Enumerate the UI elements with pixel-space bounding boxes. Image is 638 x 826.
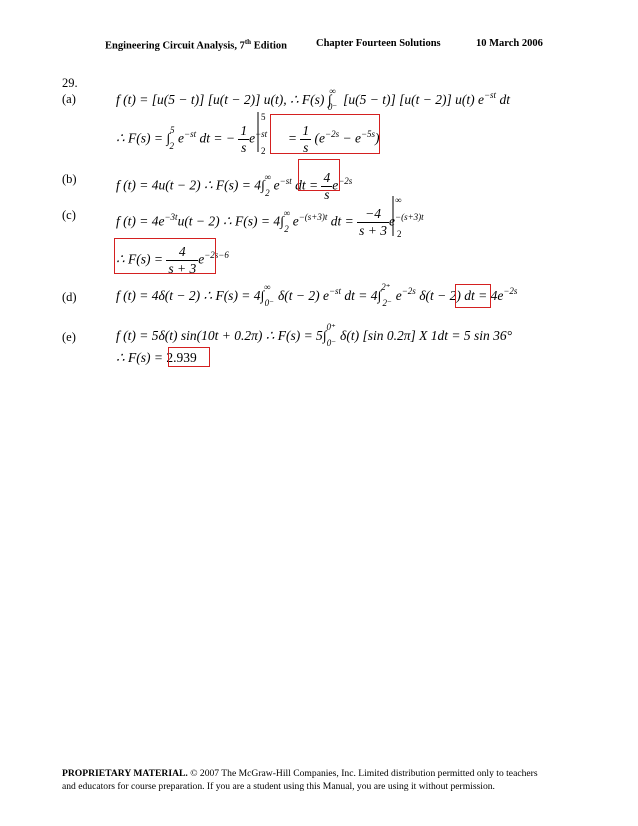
exponent: −2s−6: [204, 249, 229, 260]
exponent: −2s: [401, 286, 416, 296]
upper-limit: ∞: [283, 207, 291, 218]
eval-lower: 2: [397, 229, 402, 239]
part-c-dt: dt =: [330, 213, 354, 229]
part-e-eq2a: ∴ F(s) =: [116, 350, 163, 365]
footer-lead: PROPRIETARY MATERIAL.: [62, 768, 188, 779]
part-c-eq2a: ∴ F(s) =: [116, 251, 163, 267]
exponent: −5s: [360, 128, 376, 139]
exponent: −3t: [164, 211, 178, 222]
part-c-e2: e: [389, 213, 396, 229]
lower-limit: 0⁻: [326, 338, 337, 348]
exponent: −st: [328, 286, 342, 296]
part-d-label: (d): [62, 290, 77, 304]
part-d-delta: δ(t − 2) e: [277, 288, 329, 303]
upper-limit: ∞: [329, 86, 336, 96]
part-d-answer: 4e: [490, 288, 504, 303]
denominator: s: [303, 140, 309, 155]
part-e-label: (e): [62, 330, 76, 344]
answer-box-a: [270, 114, 380, 154]
edition-superscript: th: [244, 38, 252, 46]
part-c-e: e: [198, 251, 205, 267]
footer-text-1: © 2007 The McGraw-Hill Companies, Inc. Limited distribution permitted only to teachers: [187, 768, 538, 779]
part-a-label: (a): [62, 92, 76, 106]
part-b-eq1: f (t) = 4u(t − 2) ∴ F(s) = 4∫: [116, 177, 265, 193]
exponent: −(s+3)t: [298, 211, 328, 222]
footer-text-2: and educators for course preparation. If you are a student using this Manual, you are using it without permission.: [62, 781, 495, 792]
answer-box-b: [298, 159, 340, 191]
part-c-eq1: f (t) = 4e: [116, 213, 165, 229]
part-a-minus-e: − e: [339, 130, 361, 146]
part-b-dt: dt =: [295, 177, 319, 193]
part-a-equals: =: [287, 130, 298, 146]
exponent: −2s: [325, 128, 340, 139]
header-date: 10 March 2006: [476, 38, 543, 49]
part-a-e: e: [178, 130, 185, 146]
part-a-eq2c: dt = −: [199, 130, 235, 146]
part-e-eq1: f (t) = 5δ(t) sin(10t + 0.2π) ∴ F(s) = 5∫: [116, 328, 327, 343]
part-a-eq1b: [u(5 − t)] [u(t − 2)] u(t) e: [343, 92, 484, 107]
book-title-text: Engineering Circuit Analysis, 7: [105, 40, 245, 52]
part-c-e: e: [292, 213, 299, 229]
upper-limit: ∞: [264, 282, 271, 292]
part-b-e: e: [273, 177, 280, 193]
exponent: −2s: [503, 286, 518, 296]
exponent: −(s+3)t: [395, 211, 424, 222]
part-d-dt: dt = 4∫: [344, 288, 382, 303]
denominator: s: [324, 187, 330, 202]
lower-limit: 2: [265, 187, 270, 198]
part-a-e2: e: [249, 130, 256, 146]
problem-number: 29.: [62, 76, 78, 90]
part-a-eq2a: ∴ F(s) = ∫: [116, 130, 171, 146]
denominator: s + 3: [359, 223, 388, 238]
numerator: 4: [323, 170, 331, 185]
exponent: −st: [483, 90, 497, 100]
part-a-paren: (e: [314, 130, 326, 146]
numerator: 1: [302, 123, 310, 138]
exponent: −st: [184, 128, 197, 139]
part-b-e2: e: [332, 177, 339, 193]
lower-limit: 0⁻: [327, 102, 338, 112]
exponent: −st: [279, 175, 292, 186]
upper-limit: 0⁺: [326, 322, 336, 332]
part-a-dt: dt: [499, 92, 510, 107]
numerator: 1: [240, 123, 248, 138]
part-a-eq1: f (t) = [u(5 − t)] [u(t − 2)] u(t), ∴ F(s) ∫: [116, 92, 332, 107]
lower-limit: 2⁻: [382, 298, 392, 308]
footer-notice: [62, 767, 562, 793]
eval-upper: ∞: [395, 195, 402, 205]
part-e-eq1b: δ(t) [sin 0.2π] X 1dt = 5 sin 36°: [340, 328, 512, 343]
part-d-eq1e: δ(t − 2) dt =: [419, 288, 488, 303]
part-c-eq1b: u(t − 2) ∴ F(s) = 4∫: [177, 213, 284, 229]
part-d-e: e: [395, 288, 402, 303]
part-e-answer: 2.939: [166, 350, 197, 365]
upper-limit: ∞: [264, 171, 272, 182]
part-b-label: (b): [62, 172, 77, 186]
upper-limit: 5: [170, 124, 175, 135]
denominator: s + 3: [168, 261, 197, 276]
answer-box-c: [114, 238, 216, 274]
part-d-eq1: f (t) = 4δ(t − 2) ∴ F(s) = 4∫: [116, 288, 265, 303]
lower-limit: 2: [284, 223, 289, 234]
answer-box-d: [455, 284, 491, 308]
lower-limit: 2: [169, 140, 175, 151]
denominator: s: [241, 140, 247, 155]
numerator: −4: [357, 206, 389, 223]
exponent: −st: [255, 128, 268, 139]
eval-upper: 5: [261, 112, 266, 122]
book-title-tail: Edition: [251, 40, 287, 52]
lower-limit: 0⁻: [264, 298, 274, 308]
part-a-close: ): [375, 130, 380, 146]
header-chapter: Chapter Fourteen Solutions: [316, 38, 441, 49]
part-c-label: (c): [62, 208, 76, 222]
answer-box-e: [168, 347, 210, 367]
numerator: 4: [166, 244, 198, 261]
exponent: −2s: [338, 175, 353, 186]
upper-limit: 2⁺: [381, 282, 391, 292]
eval-lower: 2: [261, 146, 266, 156]
